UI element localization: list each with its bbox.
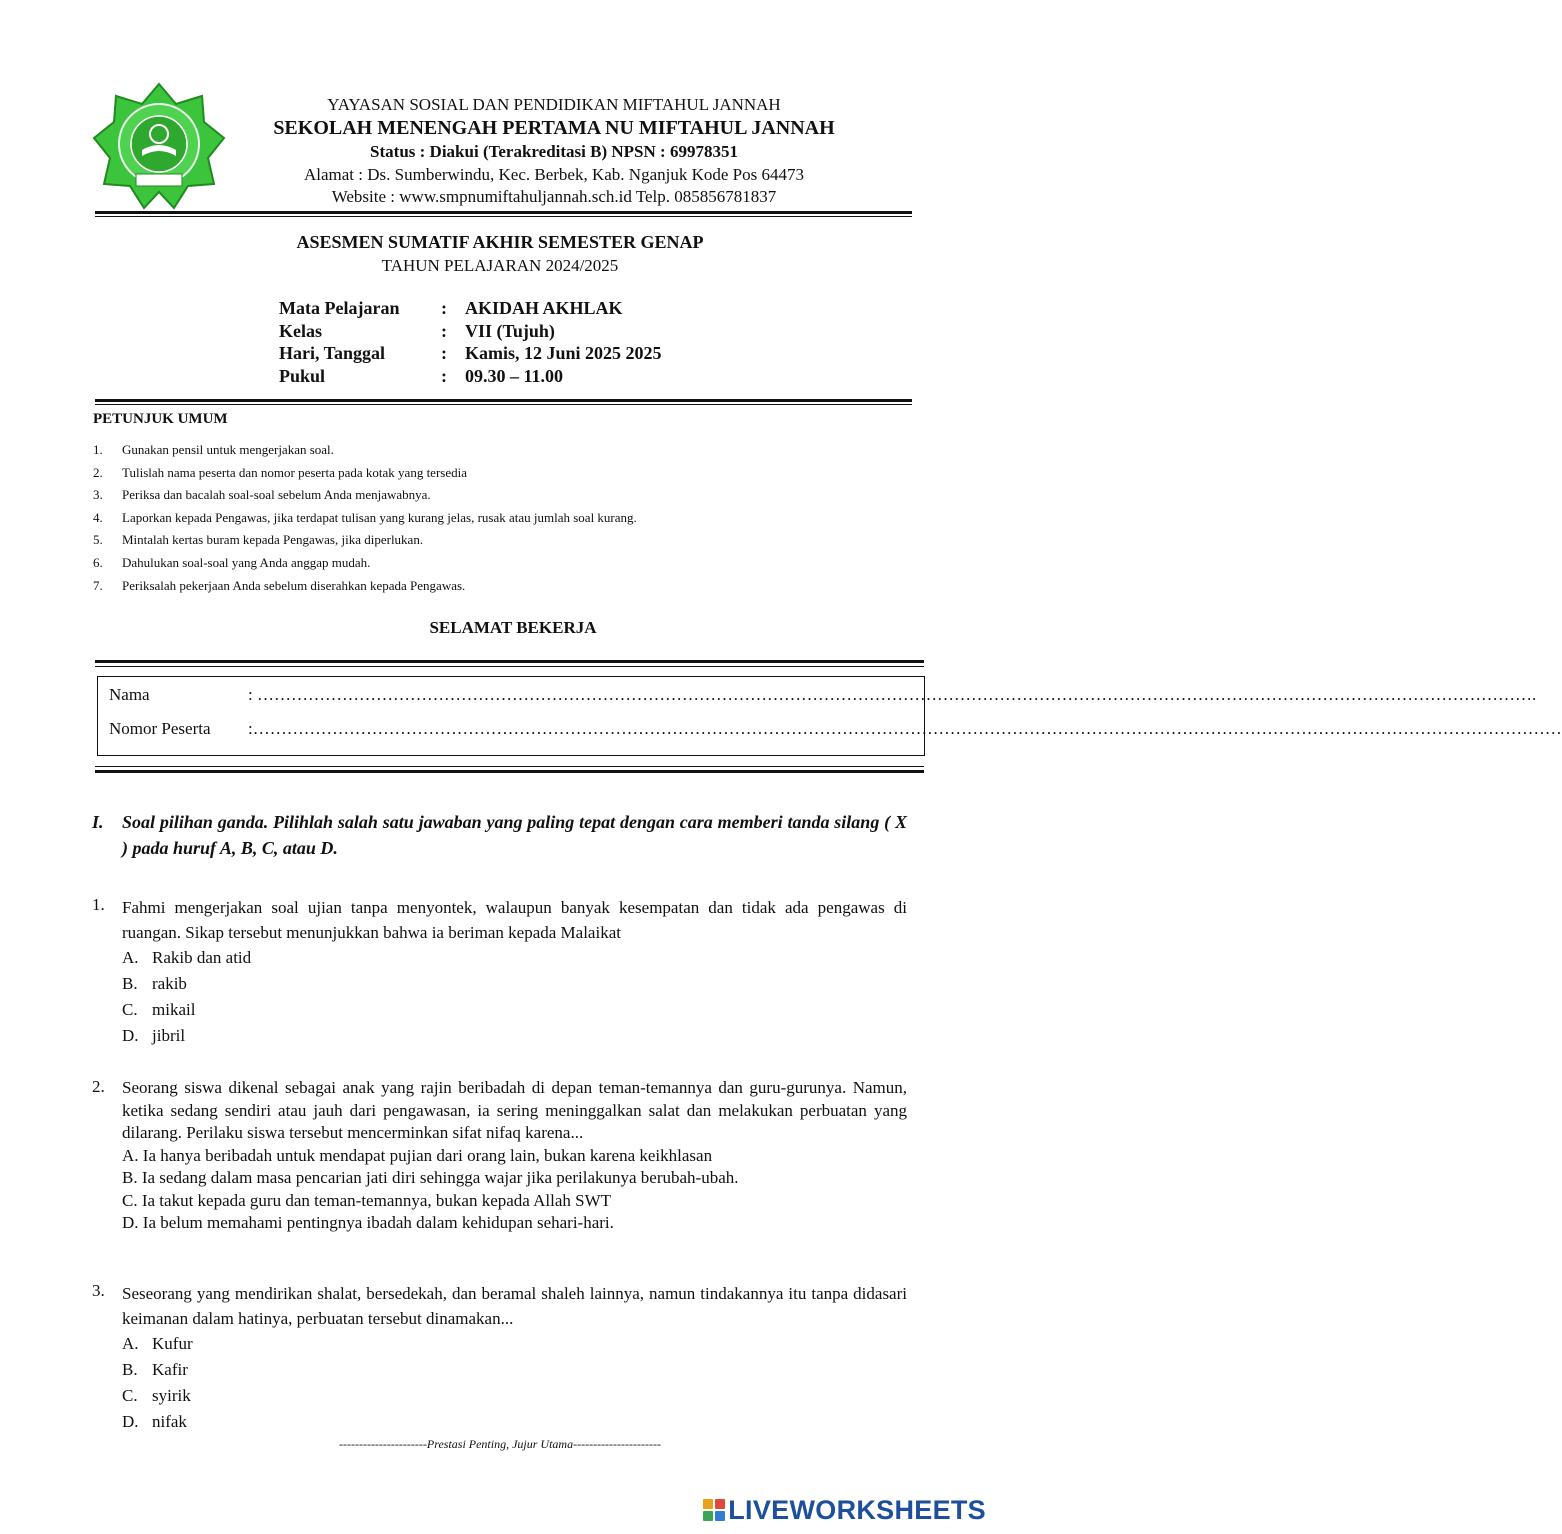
list-item — [93, 577, 637, 600]
list-item-number: 4. — [93, 509, 103, 525]
info-divider-thin — [95, 404, 912, 405]
list-item-text: Gunakan pensil untuk mengerjakan soal. — [122, 442, 334, 457]
instructions-list — [93, 441, 637, 599]
info-value: AKIDAH AKHLAK — [465, 298, 623, 318]
number-field[interactable]: :…………………………………………………………………………………………………………………………………………………………………………………………………………… — [248, 719, 1562, 738]
list-item-text: Periksalah pekerjaan Anda sebelum diserahkan kepada Pengawas. — [122, 577, 466, 593]
header-divider-thin — [95, 216, 912, 217]
info-value: 09.30 – 11.00 — [465, 366, 564, 386]
option-text: Ia belum memahami pentingnya ibadah dalam kehidupan sehari-hari. — [142, 1213, 614, 1232]
question-3 — [92, 1281, 907, 1435]
school-status: Status : Diakui (Terakreditasi B) NPSN : 69978351 — [370, 142, 738, 161]
option-d[interactable] — [122, 1212, 907, 1235]
question-number: 3. — [92, 1281, 105, 1300]
name-field[interactable]: : ………………………………………………………………………………………………………………………………………………………………………………………………………. — [248, 685, 1537, 704]
identity-divider-top-thin — [95, 666, 924, 667]
option-letter: C. — [122, 1386, 138, 1405]
list-item — [93, 554, 637, 577]
option-letter: A. — [122, 1334, 139, 1353]
option-text: Rakib dan atid — [152, 948, 252, 967]
option-list — [122, 1145, 907, 1235]
question-text: Seorang siswa dikenal sebagai anak yang rajin beribadah di depan teman-temannya dan guru-gurunya. Namun, ketika sedang sendiri atau jauh dari pengawasan, ia sering meninggalkan salat dan melakukan perbuatan yang dilarang. Perilaku siswa tersebut mencerminkan sifat nifaq karena... — [122, 1078, 907, 1142]
info-value: Kamis, 12 Juni 2025 2025 — [465, 343, 662, 363]
option-letter: B. — [122, 1360, 138, 1379]
option-text: Kufur — [152, 1334, 193, 1353]
list-item-number: 5. — [93, 532, 103, 548]
option-text: Ia hanya beribadah untuk mendapat pujian dari orang lain, bukan karena keikhlasan — [142, 1145, 713, 1165]
option-letter: A. — [122, 948, 139, 967]
info-label: Pukul — [279, 366, 326, 386]
option-text: Ia sedang dalam masa pencarian jati diri sehingga wajar jika perilakunya berubah-ubah. — [141, 1168, 739, 1187]
option-letter: D. — [122, 1412, 139, 1431]
identity-number-row — [109, 719, 1562, 739]
school-address: Alamat : Ds. Sumberwindu, Kec. Berbek, Kab. Nganjuk Kode Pos 64473 — [303, 165, 804, 184]
list-item — [93, 486, 637, 509]
question-text: Seseorang yang mendirikan shalat, bersedekah, dan beramal shaleh lainnya, namun tindakannya itu tanpa didasari keimanan dalam hatinya, perbuatan tersebut dinamakan... — [122, 1284, 907, 1328]
option-list — [122, 1331, 907, 1435]
option-text: rakib — [152, 974, 187, 993]
instructions-heading: PETUNJUK UMUM — [93, 411, 228, 427]
option-b[interactable] — [122, 1167, 907, 1190]
liveworksheets-logo-icon — [703, 1499, 725, 1521]
list-item-text: Periksa dan bacalah soal-soal sebelum Anda menjawabnya. — [122, 487, 431, 503]
exam-title: ASESMEN SUMATIF AKHIR SEMESTER GENAP — [296, 232, 704, 252]
closing-greeting: SELAMAT BEKERJA — [429, 618, 597, 637]
option-text: nifak — [152, 1412, 187, 1431]
option-a[interactable] — [122, 1331, 907, 1357]
option-list — [122, 945, 907, 1049]
section-instruction: Soal pilihan ganda. Pilihlah salah satu jawaban yang paling tepat dengan cara memberi tanda silang ( X ) pada huruf A, B, C, atau D. — [122, 812, 907, 858]
list-item-text: Dahulukan soal-soal yang Anda anggap mudah. — [122, 554, 371, 570]
list-item-number: 2. — [93, 464, 103, 480]
list-item-number: 7. — [93, 577, 103, 593]
exam-year: TAHUN PELAJARAN 2024/2025 — [381, 256, 619, 275]
info-colon: : — [441, 366, 447, 386]
list-item-number: 1. — [93, 442, 103, 457]
option-c[interactable] — [122, 1383, 907, 1409]
question-1 — [92, 895, 907, 1049]
list-item-text: Tulislah nama peserta dan nomor peserta pada kotak yang tersedia — [122, 464, 467, 480]
school-website: Website : www.smpnumiftahuljannah.sch.id Telp. 085856781837 — [331, 187, 777, 206]
option-b[interactable] — [122, 971, 907, 997]
question-text: Fahmi mengerjakan soal ujian tanpa menyontek, walaupun banyak kesempatan dan tidak ada pengawas di ruangan. Sikap tersebut menunjukkan bahwa ia beriman kepada Malaikat — [122, 898, 907, 942]
section-title — [92, 809, 907, 861]
info-label: Mata Pelajaran — [279, 298, 400, 318]
option-a[interactable] — [122, 945, 907, 971]
info-colon: : — [441, 343, 447, 363]
option-d[interactable] — [122, 1409, 907, 1435]
school-name: SEKOLAH MENENGAH PERTAMA NU MIFTAHUL JANNAH — [273, 117, 835, 139]
header-divider-thick — [95, 211, 912, 214]
info-label: Kelas — [279, 321, 322, 341]
option-b[interactable] — [122, 1357, 907, 1383]
question-2 — [92, 1077, 907, 1235]
list-item-text: Mintalah kertas buram kepada Pengawas, jika diperlukan. — [122, 532, 424, 548]
option-d[interactable] — [122, 1023, 907, 1049]
option-text: Kafir — [152, 1360, 188, 1379]
option-letter: D. — [122, 1213, 139, 1232]
list-item — [93, 531, 637, 554]
info-value: VII (Tujuh) — [465, 321, 555, 341]
list-item — [93, 441, 637, 464]
list-item-number: 3. — [93, 487, 103, 503]
identity-box — [97, 676, 1562, 756]
foundation-name: YAYASAN SOSIAL DAN PENDIDIKAN MIFTAHUL JANNAH — [327, 95, 781, 114]
option-letter: B. — [122, 974, 138, 993]
option-letter: B. — [122, 1168, 138, 1187]
option-letter: D. — [122, 1026, 139, 1045]
info-colon: : — [441, 298, 447, 318]
question-number: 1. — [92, 895, 105, 914]
footer-motto: ----------------------Prestasi Penting, Jujur Utama---------------------- — [338, 1437, 662, 1451]
option-text: jibril — [152, 1026, 186, 1045]
option-text: syirik — [152, 1386, 191, 1405]
identity-divider-bottom-thick — [95, 770, 924, 773]
list-item — [93, 509, 637, 532]
number-label: Nomor Peserta — [109, 719, 211, 738]
list-item-number: 6. — [93, 554, 103, 570]
option-a[interactable] — [122, 1145, 907, 1168]
option-letter: C. — [122, 1000, 138, 1019]
option-letter: C. — [122, 1190, 138, 1210]
option-c[interactable] — [122, 997, 907, 1023]
liveworksheets-wordmark: LIVEWORKSHEETS — [728, 1494, 986, 1525]
section-number: I. — [92, 812, 104, 832]
info-label: Hari, Tanggal — [279, 343, 386, 363]
list-item-text: Laporkan kepada Pengawas, jika terdapat tulisan yang kurang jelas, rusak atau jumlah soal kurang. — [122, 509, 637, 525]
option-letter: A. — [122, 1145, 139, 1165]
question-number: 2. — [92, 1077, 105, 1096]
list-item — [93, 464, 637, 487]
info-colon: : — [441, 321, 447, 341]
info-divider-thick — [95, 399, 912, 402]
option-c[interactable] — [122, 1190, 907, 1213]
liveworksheets-brand[interactable] — [703, 1494, 986, 1526]
option-text: Ia takut kepada guru dan teman-temannya, bukan kepada Allah SWT — [141, 1190, 612, 1210]
identity-name-row — [109, 685, 1536, 705]
option-text: mikail — [152, 1000, 196, 1019]
identity-divider-bottom-thin — [95, 766, 924, 767]
identity-divider-top-thick — [95, 660, 924, 663]
name-label: Nama — [109, 685, 150, 704]
